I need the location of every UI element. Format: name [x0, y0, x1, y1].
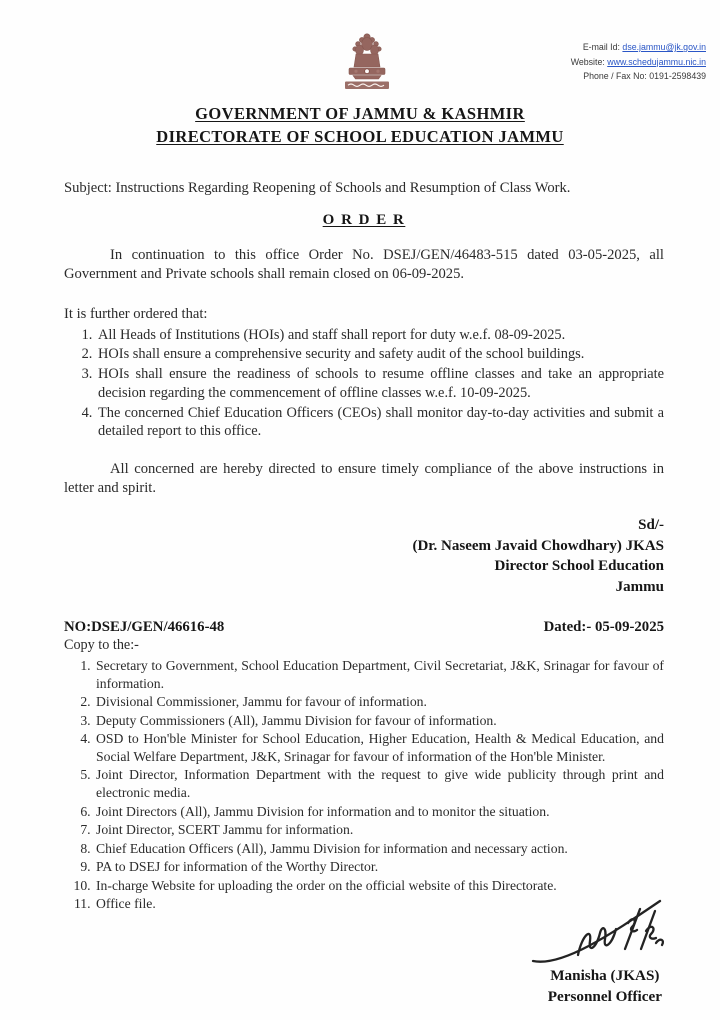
- document-body: [64, 180, 664, 913]
- copy-item: 5. Joint Director, Information Department with the request to give wide publicity through print and electronic media.: [94, 766, 664, 802]
- email-link[interactable]: dse.jammu@jk.gov.in: [622, 42, 706, 52]
- signatory-block: [64, 515, 664, 598]
- letterhead-titles: [0, 102, 720, 149]
- copy-item: 10. In-charge Website for uploading the order on the official website of this Directorate.: [94, 877, 664, 895]
- emblem-of-india-icon: [342, 30, 392, 92]
- email-label: E-mail Id:: [582, 42, 623, 52]
- copy-item: 4. OSD to Hon'ble Minister for School Education, Higher Education, Health & Medical Education, and Social Welfare Department, J&K, Srinagar for favour of information of the Hon'ble Minister.: [94, 730, 664, 766]
- copy-item: 1. Secretary to Government, School Education Department, Civil Secretariat, J&K, Srinagar for favour of information.: [94, 657, 664, 693]
- copy-item: 2. Divisional Commissioner, Jammu for favour of information.: [94, 693, 664, 711]
- sd-line: Sd/-: [638, 517, 664, 533]
- order-item: 1. All Heads of Institutions (HOIs) and staff shall report for duty w.e.f. 08-09-2025.: [96, 326, 664, 345]
- reference-row: [64, 619, 664, 636]
- order-item: 4. The concerned Chief Education Officers (CEOs) shall monitor day-to-day activities and submit a detailed report to this office.: [96, 404, 664, 441]
- further-ordered-line: It is further ordered that:: [64, 305, 208, 322]
- website-label: Website:: [570, 56, 608, 67]
- signatory-designation: Director School Education: [494, 558, 664, 575]
- signatory-name: (Dr. Naseem Javaid Chowdhary) JKAS: [412, 537, 664, 554]
- bottom-signatory-designation: Personnel Officer: [547, 987, 662, 1005]
- order-heading: O R D E R: [322, 211, 406, 228]
- copy-item: 7. Joint Director, SCERT Jammu for information.: [94, 821, 664, 839]
- order-item: 3. HOIs shall ensure the readiness of schools to resume offline classes and take an appropriate decision regarding the commencement of offline classes w.e.f. 10-09-2025.: [96, 365, 664, 402]
- bottom-signatory-block: [548, 966, 662, 1007]
- signatory-place: Jammu: [615, 579, 664, 596]
- copy-items-list: [64, 657, 664, 913]
- subject-line: Subject: Instructions Regarding Reopening of Schools and Resumption of Class Work.: [64, 179, 571, 196]
- website-line: [571, 55, 706, 70]
- copy-item: 3. Deputy Commissioners (All), Jammu Division for favour of information.: [94, 712, 664, 730]
- email-line: [571, 40, 706, 55]
- copy-item: 8. Chief Education Officers (All), Jammu Division for information and necessary action.: [94, 840, 664, 858]
- document-header: [0, 0, 720, 96]
- order-items-list: [64, 326, 664, 441]
- directorate-title: DIRECTORATE OF SCHOOL EDUCATION JAMMU: [156, 127, 564, 147]
- copy-item: 9. PA to DSEJ for information of the Worthy Director.: [94, 858, 664, 876]
- paragraph-compliance: All concerned are hereby directed to ensure timely compliance of the above instructions in letter and spirit.: [64, 461, 664, 497]
- copy-item: 6. Joint Directors (All), Jammu Division for information and to monitor the situation.: [94, 803, 664, 821]
- copy-to-heading: Copy to the:-: [64, 636, 139, 653]
- contact-block: [571, 40, 706, 84]
- motto-banner: [345, 82, 389, 90]
- reference-number: NO:DSEJ/GEN/46616-48: [64, 618, 225, 635]
- website-link[interactable]: www.schedujammu.nic.in: [607, 56, 706, 67]
- bottom-signatory-name: Manisha (JKAS): [550, 967, 660, 984]
- paragraph-continuation: In continuation to this office Order No. DSEJ/GEN/46483-515 dated 03-05-2025, all Government and Private schools shall remain closed on 06-09-2025.: [64, 246, 664, 282]
- phone-line: Phone / Fax No: 0191-2598439: [583, 71, 706, 81]
- copy-item: 11. Office file.: [94, 895, 664, 913]
- reference-date: Dated:- 05-09-2025: [543, 618, 664, 635]
- government-title: GOVERNMENT OF JAMMU & KASHMIR: [195, 104, 525, 123]
- order-item: 2. HOIs shall ensure a comprehensive security and safety audit of the school buildings.: [96, 345, 664, 364]
